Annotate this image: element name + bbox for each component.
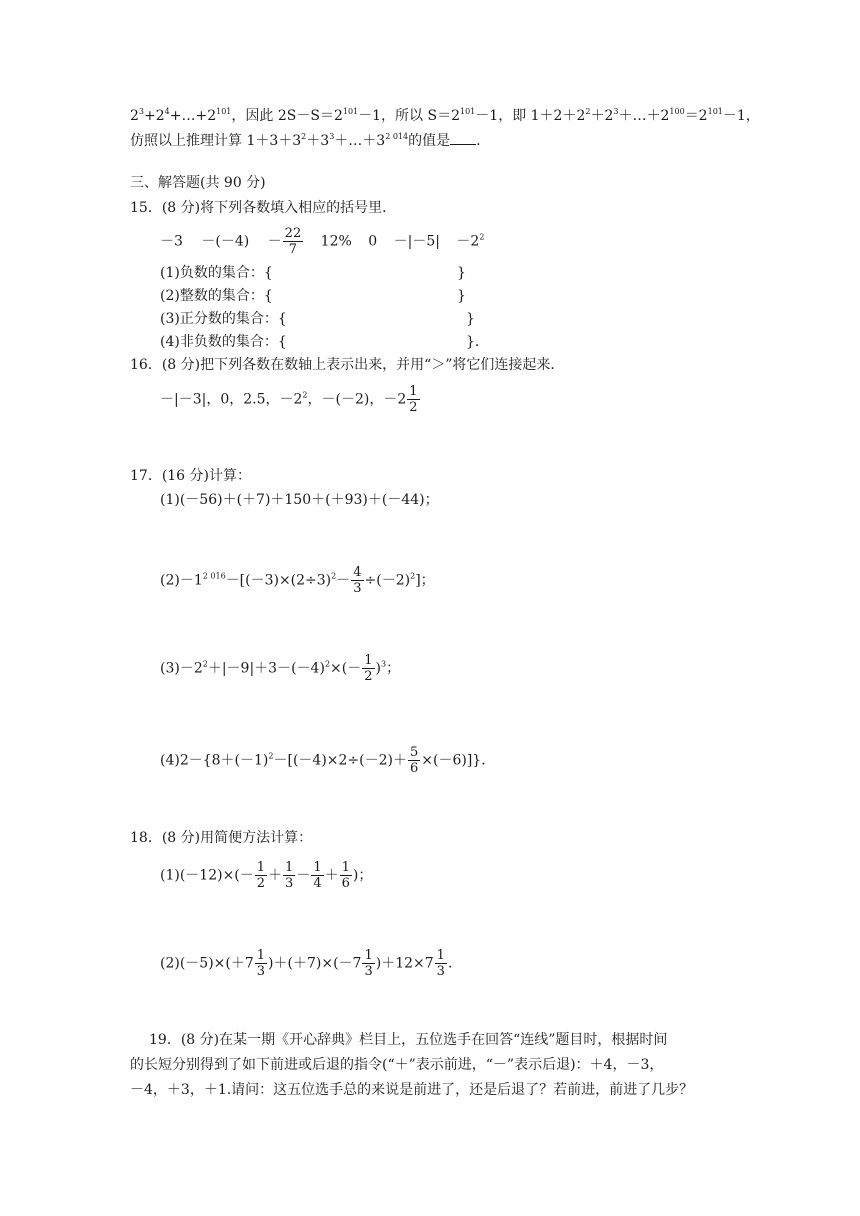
- q17-part-3: $(3)-2^2+|-9|+3-(-4)^2\times(-$ $\frac{1}{2}$ )$^3$；: [160, 653, 401, 684]
- fraction: $\frac{1}{6}$: [341, 860, 350, 891]
- q15-set-4-close: }．: [466, 334, 489, 350]
- q19-line-1: 19．(8 分)在某一期《开心辞典》栏目上，五位选手在回答“连线”题目时，根据时间: [149, 1032, 668, 1048]
- fraction: $\frac{1}{2}$: [409, 384, 418, 415]
- fraction: $\frac{1}{3}$: [256, 948, 266, 979]
- q18-part-1: (1)(－12)×(－ $\frac{1}{2}$ ＋ $\frac{1}{3}$ － $\frac{1}{4}$ ＋ $\frac{1}{6}$ )；: [160, 860, 373, 891]
- answer-blank[interactable]: [450, 131, 476, 145]
- fraction: $\frac{1}{2}$: [364, 653, 373, 684]
- q15-numbers: －3 －(－4) － $\frac{22}{7}$ 12% $0 -|-5| -2^2$: [160, 226, 485, 257]
- fraction: $\frac{1}{3}$: [285, 860, 294, 891]
- q15-set-4: (4)非负数的集合：{: [160, 334, 287, 350]
- q15-set-2-close: }: [457, 288, 466, 304]
- fraction: $\frac{1}{3}$: [364, 948, 373, 979]
- q17-part-2: $(2)-1^{2 016}-[(-3)\times(2\div 3)^2-$ $\frac{4}{3}$ $\div(-2)^2$]；: [160, 565, 435, 596]
- intro-line-1: $2^3+2^4+\dots+2^{101}$，因此 $2S-S=2^{101}-1$，所以 $S=2^{101}-1$，即 $1+2+2^2+2^3+\dots+2^{100}=2^{101}-1$，: [130, 107, 760, 124]
- q15-set-1-close: }: [457, 265, 466, 281]
- q19-line-3: －4，＋3，＋1.请问：这五位选手总的来说是前进了，还是后退了？若前进，前进了几步？: [130, 1082, 694, 1098]
- q15-set-2: (2)整数的集合：{: [160, 288, 273, 304]
- fraction: $\frac{1}{4}$: [313, 860, 322, 891]
- fraction: $\frac{5}{6}$: [409, 745, 419, 776]
- q16-stem: 16．(8 分)把下列各数在数轴上表示出来，并用“＞”将它们连接起来．: [130, 357, 565, 373]
- q18-stem: 18．(8 分)用简便方法计算：: [130, 830, 313, 846]
- q19-line-2: 的长短分别得到了如下前进或后退的指令(“＋”表示前进，“－”表示后退)：＋4，－3，: [130, 1057, 664, 1073]
- q15-set-1: (1)负数的集合：{: [160, 265, 273, 281]
- q16-numbers: －|－3|，0，2.5，$-2^2$，－(－2)，－2 $\frac{1}{2}$: [160, 384, 418, 415]
- q18-part-2: (2)(－5)×(＋7 $\frac{1}{3}$ )＋(＋7)×(－7 $\frac{1}{3}$ )＋12×7 $\frac{1}{3}$ .: [160, 948, 453, 979]
- fraction: $\frac{1}{3}$: [436, 948, 445, 979]
- q15-stem: 15．(8 分)将下列各数填入相应的括号里．: [130, 200, 397, 216]
- q17-part-1: (1)(－56)＋(＋7)＋150＋(＋93)＋(－44)；: [160, 492, 439, 508]
- q15-set-3-close: }: [466, 311, 475, 327]
- q15-set-3: (3)正分数的集合：{: [160, 311, 287, 327]
- section-title: 三、解答题(共 90 分): [130, 175, 266, 191]
- fraction: $\frac{4}{3}$: [353, 565, 362, 596]
- intro-line-2: 仿照以上推理计算 $1+3+3^2+3^3+\dots+3^{2 014}$的值是 .: [130, 132, 481, 149]
- fraction: $\frac{1}{2}$: [256, 860, 266, 891]
- q17-stem: 17．(16 分)计算：: [130, 468, 252, 484]
- fraction: $\frac{22}{7}$: [284, 226, 302, 257]
- q17-part-4: $(4)2-\{8+(-1)^2-[(-4)\times 2\div(-2)+$ $\frac{5}{6}$ ×(－6)]}．: [160, 745, 496, 776]
